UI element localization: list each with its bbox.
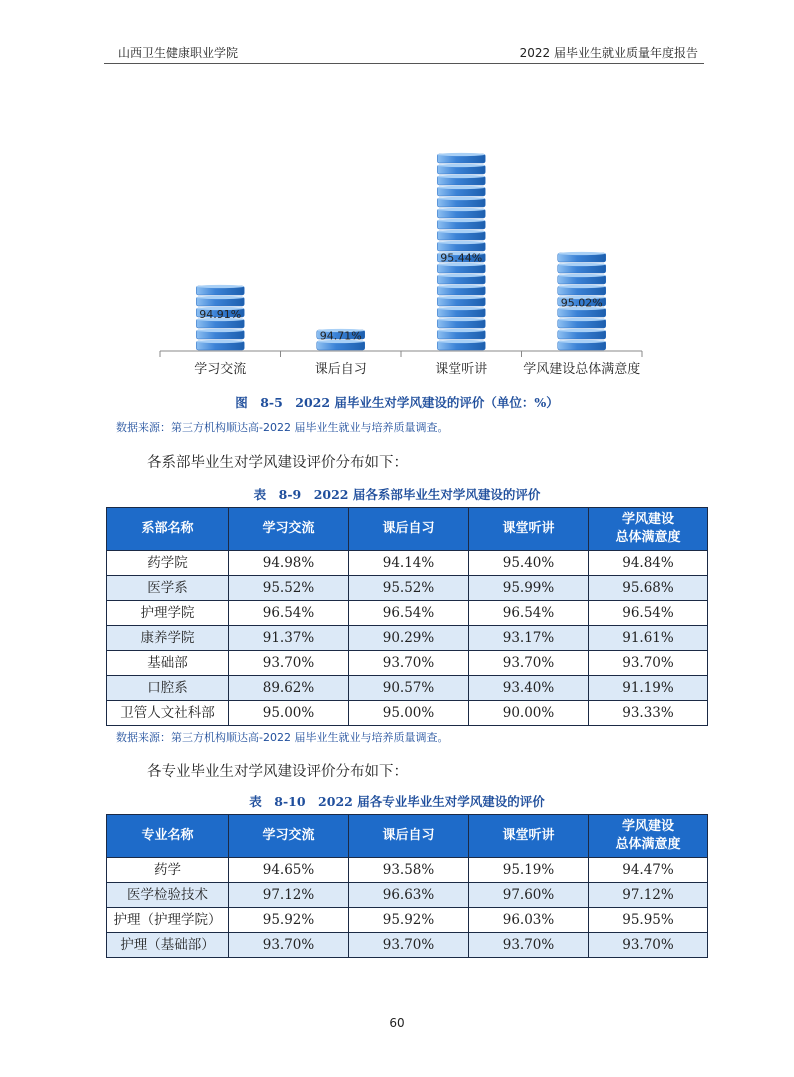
table-row: [107, 651, 708, 676]
value-cell: 95.52%: [349, 576, 469, 601]
value-cell: 94.65%: [229, 858, 349, 883]
value-cell: 93.58%: [349, 858, 469, 883]
data-label: 95.02%: [560, 296, 603, 310]
value-cell: 93.70%: [469, 651, 589, 676]
row-label-cell: 口腔系: [107, 676, 229, 701]
row-label-cell: 康养学院: [107, 626, 229, 651]
value-cell: 95.00%: [349, 701, 469, 726]
value-cell: 93.70%: [589, 933, 708, 958]
value-cell: 95.95%: [589, 908, 708, 933]
row-label-cell: 医学检验技术: [107, 883, 229, 908]
column-header-department: 系部名称: [107, 508, 229, 551]
value-cell: 93.70%: [229, 933, 349, 958]
data-source-note: 数据来源：第三方机构顺达高-2022 届毕业生就业与培养质量调查。: [116, 421, 449, 434]
value-cell: 93.33%: [589, 701, 708, 726]
row-label-cell: 卫管人文社科部: [107, 701, 229, 726]
data-label: 94.91%: [199, 307, 242, 321]
column-header-self-study: 课后自习: [349, 815, 469, 858]
value-cell: 97.60%: [469, 883, 589, 908]
value-cell: 95.92%: [229, 908, 349, 933]
table-row: [107, 883, 708, 908]
row-label-cell: 药学: [107, 858, 229, 883]
value-cell: 96.03%: [469, 908, 589, 933]
value-cell: 89.62%: [229, 676, 349, 701]
row-label-cell: 基础部: [107, 651, 229, 676]
value-cell: 94.98%: [229, 551, 349, 576]
data-source-note: 数据来源：第三方机构顺达高-2022 届毕业生就业与培养质量调查。: [116, 731, 449, 744]
data-label: 94.71%: [319, 329, 362, 343]
value-cell: 94.14%: [349, 551, 469, 576]
value-cell: 91.19%: [589, 676, 708, 701]
row-label-cell: 医学系: [107, 576, 229, 601]
value-cell: 95.92%: [349, 908, 469, 933]
value-cell: 93.70%: [469, 933, 589, 958]
paragraph-department-intro: 各系部毕业生对学风建设评价分布如下：: [147, 455, 408, 471]
table-row: [107, 858, 708, 883]
value-cell: 90.57%: [349, 676, 469, 701]
table-row: [107, 933, 708, 958]
header-divider: [104, 63, 704, 64]
column-header-lecture-listening: 课堂听讲: [469, 508, 589, 551]
column-header-self-study: 课后自习: [349, 508, 469, 551]
value-cell: 96.54%: [349, 601, 469, 626]
column-header-major: 专业名称: [107, 815, 229, 858]
value-cell: 93.40%: [469, 676, 589, 701]
category-label: 课堂听讲: [435, 362, 488, 377]
value-cell: 95.68%: [589, 576, 708, 601]
row-label-cell: 药学院: [107, 551, 229, 576]
table-row: [107, 551, 708, 576]
value-cell: 96.63%: [349, 883, 469, 908]
value-cell: 93.70%: [349, 933, 469, 958]
category-label: 学习交流: [194, 362, 247, 377]
value-cell: 97.12%: [229, 883, 349, 908]
table-caption-major: 表 8-10 2022 届各专业毕业生对学风建设的评价: [249, 794, 545, 809]
department-evaluation-table: [106, 507, 708, 726]
value-cell: 91.61%: [589, 626, 708, 651]
header-school-name: 山西卫生健康职业学院: [118, 46, 239, 60]
page-number: 60: [389, 1016, 405, 1030]
value-cell: 95.99%: [469, 576, 589, 601]
column-header-overall-satisfaction: 学风建设 总体满意度: [589, 815, 708, 858]
row-label-cell: 护理学院: [107, 601, 229, 626]
figure-caption: 图 8-5 2022 届毕业生对学风建设的评价（单位：%）: [235, 395, 559, 410]
value-cell: 93.70%: [349, 651, 469, 676]
column-header-lecture-listening: 课堂听讲: [469, 815, 589, 858]
category-label: 学风建设总体满意度: [523, 362, 641, 377]
value-cell: 96.54%: [229, 601, 349, 626]
value-cell: 96.54%: [589, 601, 708, 626]
table-header-row: [107, 815, 708, 858]
table-row: [107, 626, 708, 651]
table-row: [107, 701, 708, 726]
value-cell: 95.19%: [469, 858, 589, 883]
value-cell: 90.00%: [469, 701, 589, 726]
value-cell: 93.70%: [589, 651, 708, 676]
value-cell: 97.12%: [589, 883, 708, 908]
major-evaluation-table: [106, 814, 708, 958]
column-header-overall-satisfaction: 学风建设 总体满意度: [589, 508, 708, 551]
column-header-study-exchange: 学习交流: [229, 815, 349, 858]
bar-chart: [150, 95, 650, 385]
value-cell: 91.37%: [229, 626, 349, 651]
value-cell: 94.84%: [589, 551, 708, 576]
value-cell: 90.29%: [349, 626, 469, 651]
value-cell: 95.52%: [229, 576, 349, 601]
header-report-title: 2022 届毕业生就业质量年度报告: [519, 46, 698, 60]
category-label: 课后自习: [314, 362, 367, 377]
table-row: [107, 601, 708, 626]
column-header-study-exchange: 学习交流: [229, 508, 349, 551]
value-cell: 95.40%: [469, 551, 589, 576]
table-caption-department: 表 8-9 2022 届各系部毕业生对学风建设的评价: [253, 487, 541, 502]
value-cell: 95.00%: [229, 701, 349, 726]
row-label-cell: 护理（护理学院）: [107, 908, 229, 933]
table-row: [107, 908, 708, 933]
paragraph-major-intro: 各专业毕业生对学风建设评价分布如下：: [147, 764, 408, 780]
table-row: [107, 576, 708, 601]
value-cell: 93.70%: [229, 651, 349, 676]
value-cell: 93.17%: [469, 626, 589, 651]
value-cell: 94.47%: [589, 858, 708, 883]
row-label-cell: 护理（基础部）: [107, 933, 229, 958]
value-cell: 96.54%: [469, 601, 589, 626]
table-row: [107, 676, 708, 701]
data-label: 95.44%: [440, 251, 483, 265]
table-header-row: [107, 508, 708, 551]
